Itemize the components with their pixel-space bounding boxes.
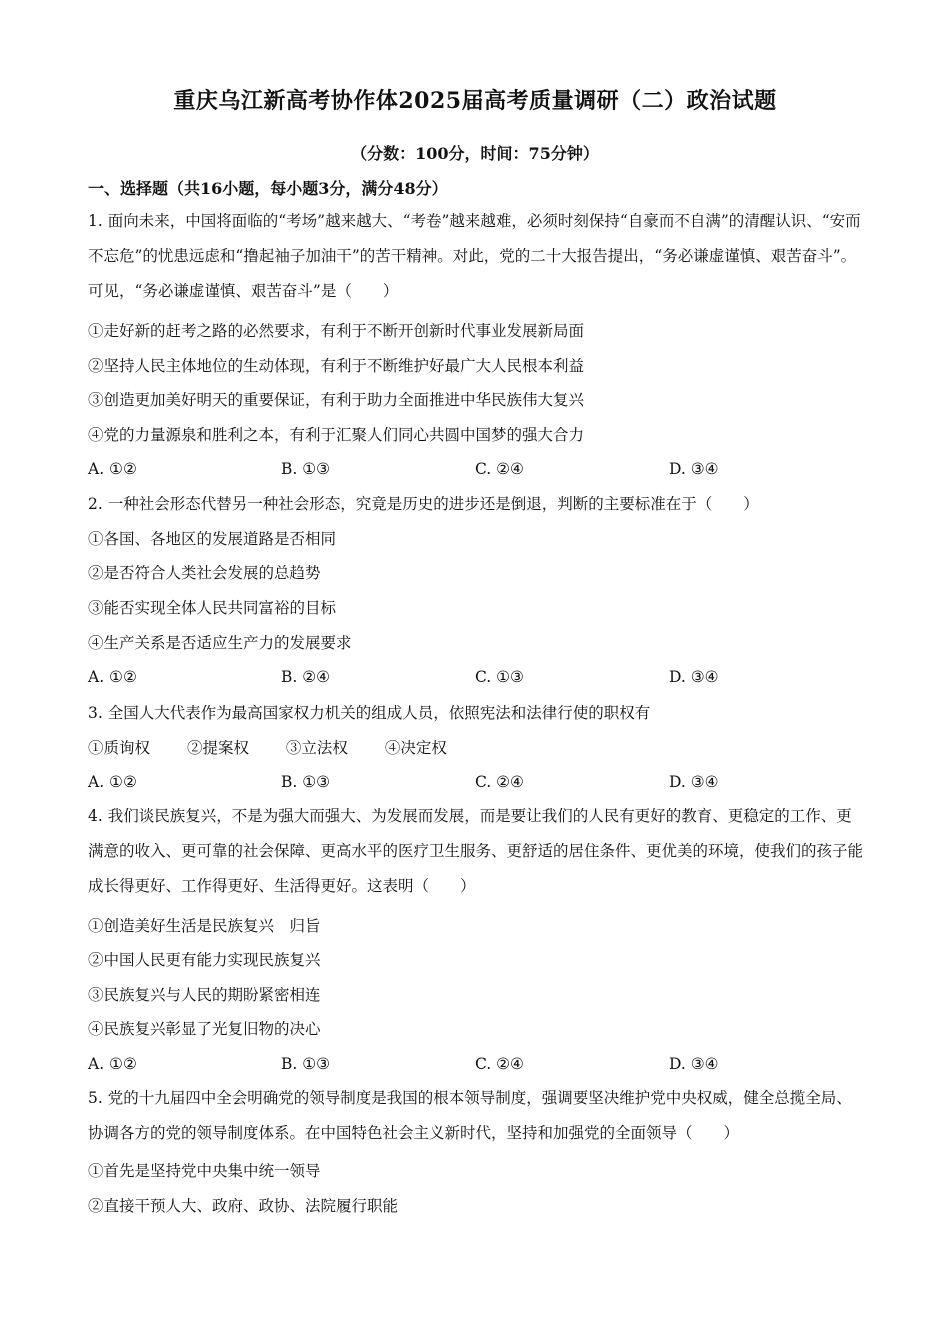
option-c: C. ②④ (475, 1055, 524, 1073)
question-5-stem: 5. 党的十九届四中全会明确党的领导制度是我国的根本领导制度，强调要坚决维护党中央权威，健全总揽全局、协调各方的党的领导制度体系。在中国特色社会主义新时代，坚持和加强党的全面领导（ ） (88, 1089, 852, 1142)
question-3-items (88, 738, 479, 758)
question-4-item-1: ①创造美好生活是民族复兴 归旨 (88, 917, 321, 935)
question-2-options (88, 667, 864, 687)
option-d: D. ③④ (669, 668, 719, 686)
question-3-item-1: ①质询权 (88, 739, 151, 757)
option-c: C. ②④ (475, 773, 524, 791)
exam-title: 重庆乌江新高考协作体2025届高考质量调研（二）政治试题 (173, 88, 777, 114)
question-3-stem: 3. 全国人大代表作为最高国家权力机关的组成人员，依照宪法和法律行使的职权有 (88, 704, 651, 722)
question-1-options (88, 459, 864, 479)
option-c: C. ①③ (475, 668, 524, 686)
question-3-item-2: ②提案权 (186, 739, 249, 757)
option-d: D. ③④ (669, 1055, 719, 1073)
question-2-item-4: ④生产关系是否适应生产力的发展要求 (88, 634, 352, 652)
question-5-item-1: ①首先是坚持党中央集中统一领导 (88, 1162, 321, 1180)
option-d: D. ③④ (669, 460, 719, 478)
question-4-item-3: ③民族复兴与人民的期盼紧密相连 (88, 986, 321, 1004)
question-1-item-2: ②坚持人民主体地位的生动体现，有利于不断维护好最广大人民根本利益 (88, 357, 585, 375)
question-2-item-3: ③能否实现全体人民共同富裕的目标 (88, 599, 337, 617)
option-a: A. ①② (88, 1055, 137, 1073)
question-1-item-3: ③创造更加美好明天的重要保证，有利于助力全面推进中华民族伟大复兴 (88, 391, 585, 409)
question-1-item-4: ④党的力量源泉和胜利之本，有利于汇聚人们同心共圆中国梦的强大合力 (88, 426, 585, 444)
option-b: B. ①③ (281, 1055, 331, 1073)
option-d: D. ③④ (669, 773, 719, 791)
option-b: B. ②④ (281, 668, 331, 686)
question-1-stem: 1. 面向未来，中国将面临的“考场”越来越大、“考卷”越来越难，必须时刻保持“自豪而不自满”的清醒认识、“安而不忘危”的忧患远虑和“撸起袖子加油干”的苦干精神。对此，党的二十大报告提出，“务必谦虚谨慎、艰苦奋斗”。可见，“务必谦虚谨慎、艰苦奋斗”是（ ） (88, 212, 861, 300)
option-b: B. ①③ (281, 773, 331, 791)
exam-score-time: （分数：100分，时间：75分钟） (351, 144, 599, 163)
question-3-options (88, 772, 864, 792)
question-4-item-4: ④民族复兴彰显了光复旧物的决心 (88, 1020, 321, 1038)
option-c: C. ②④ (475, 460, 524, 478)
question-4-options (88, 1054, 864, 1074)
section-heading: 一、选择题（共16小题，每小题3分，满分48分） (88, 179, 448, 198)
option-a: A. ①② (88, 460, 137, 478)
question-2-item-1: ①各国、各地区的发展道路是否相同 (88, 530, 337, 548)
question-4-item-2: ②中国人民更有能力实现民族复兴 (88, 951, 321, 969)
question-3-item-3: ③立法权 (285, 739, 348, 757)
question-1-item-1: ①走好新的赶考之路的必然要求，有利于不断开创新时代事业发展新局面 (88, 322, 585, 340)
question-3-item-4: ④决定权 (384, 739, 447, 757)
question-2-stem: 2. 一种社会形态代替另一种社会形态，究竟是历史的进步还是倒退，判断的主要标准在于（ ） (88, 495, 759, 513)
option-a: A. ①② (88, 668, 137, 686)
option-b: B. ①③ (281, 460, 331, 478)
question-5-item-2: ②直接干预人大、政府、政协、法院履行职能 (88, 1197, 399, 1215)
question-4-stem: 4. 我们谈民族复兴，不是为强大而强大、为发展而发展，而是要让我们的人民有更好的教育、更稳定的工作、更满意的收入、更可靠的社会保障、更高水平的医疗卫生服务、更舒适的居住条件、更优美的环境，使我们的孩子能成长得更好、工作得更好、生活得更好。这表明（ ） (88, 807, 864, 895)
option-a: A. ①② (88, 773, 137, 791)
question-2-item-2: ②是否符合人类社会发展的总趋势 (88, 564, 321, 582)
